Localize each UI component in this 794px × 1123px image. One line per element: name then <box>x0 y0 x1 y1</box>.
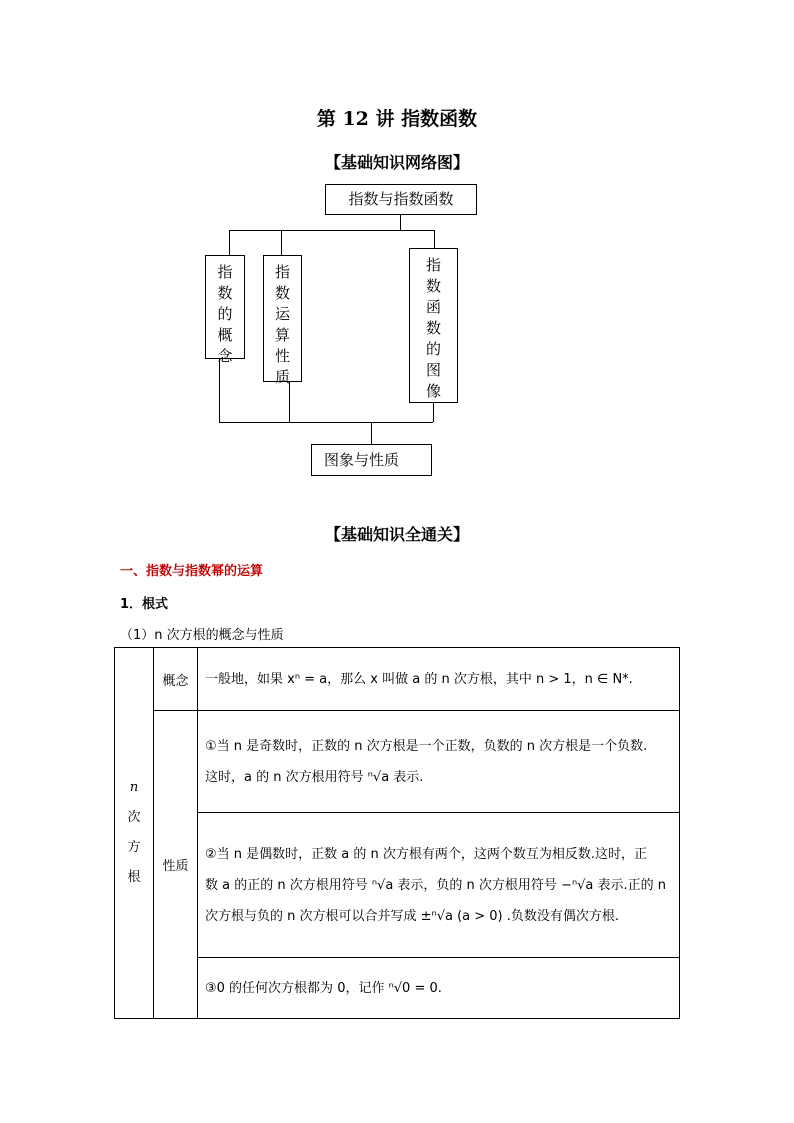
row-label-char: 次 <box>127 810 141 825</box>
property-odd <box>198 711 680 813</box>
branch-char: 数 <box>217 284 233 302</box>
subsection-heading: 1．根式 <box>120 597 169 612</box>
branch-char: 的 <box>217 305 233 323</box>
subsection-subheading: （1）n 次方根的概念与性质 <box>120 628 284 643</box>
network-heading: 【基础知识网络图】 <box>324 153 469 172</box>
concept-text: 一般地，如果 xⁿ = a，那么 x 叫做 a 的 n 次方根，其中 n > 1，n ∈ N*. <box>198 648 680 711</box>
branch-char: 数 <box>274 284 290 302</box>
nth-root-table <box>114 647 680 1019</box>
connector <box>219 422 433 423</box>
property-zero: ③0 的任何次方根都为 0，记作 ⁿ√0 = 0. <box>198 958 680 1019</box>
connector <box>229 230 434 231</box>
property-line: 次方根与负的 n 次方根可以合并写成 ±ⁿ√a (a > 0) .负数没有偶次方根. <box>205 908 620 924</box>
property-label: 性质 <box>154 711 198 1019</box>
section-heading: 一、指数与指数幂的运算 <box>120 564 264 579</box>
branch-char: 的 <box>425 340 441 358</box>
branch-char: 函 <box>425 298 441 316</box>
property-even <box>198 813 680 958</box>
connector <box>219 359 220 422</box>
diagram-branch-graph <box>409 248 458 403</box>
knowledge-network-diagram <box>0 180 794 480</box>
connector <box>433 403 434 422</box>
row-label-char: 根 <box>127 870 141 885</box>
property-line: ②当 n 是偶数时，正数 a 的 n 次方根有两个，这两个数互为相反数.这时，正 <box>205 846 648 862</box>
branch-char: 性 <box>274 347 290 365</box>
property-line: ①当 n 是奇数时，正数的 n 次方根是一个正数，负数的 n 次方根是一个负数. <box>205 738 648 754</box>
property-line: 数 a 的正的 n 次方根用符号 ⁿ√a 表示，负的 n 次方根用符号 −ⁿ√a 表示.正的 n <box>205 877 667 893</box>
branch-char: 念 <box>217 347 233 365</box>
row-label-nth-root <box>115 648 154 1019</box>
diagram-root-box: 指数与指数函数 <box>325 184 477 215</box>
branch-char: 指 <box>217 263 233 281</box>
branch-char: 数 <box>425 319 441 337</box>
connector <box>289 382 290 422</box>
diagram-branch-operations <box>263 255 302 386</box>
row-label-char: n <box>129 780 139 795</box>
diagram-branch-concept <box>205 255 245 365</box>
overview-heading: 【基础知识全通关】 <box>324 525 469 544</box>
branch-char: 质 <box>274 368 290 386</box>
connector <box>281 230 282 255</box>
branch-char: 数 <box>425 277 441 295</box>
page-title: 第 12 讲 指数函数 <box>316 108 478 130</box>
branch-char: 像 <box>425 382 441 400</box>
connector <box>400 215 401 230</box>
connector <box>229 230 230 255</box>
property-line: 这时，a 的 n 次方根用符号 ⁿ√a 表示. <box>205 769 424 785</box>
row-label-char: 方 <box>127 840 141 855</box>
branch-char: 概 <box>217 326 233 344</box>
branch-char: 算 <box>274 326 290 344</box>
connector <box>371 422 372 444</box>
branch-char: 指 <box>274 263 290 281</box>
branch-char: 运 <box>274 305 290 323</box>
connector <box>434 230 435 248</box>
concept-label: 概念 <box>154 648 198 711</box>
branch-char: 图 <box>425 361 441 379</box>
diagram-bottom-box: 图象与性质 <box>311 444 432 476</box>
branch-char: 指 <box>425 256 441 274</box>
